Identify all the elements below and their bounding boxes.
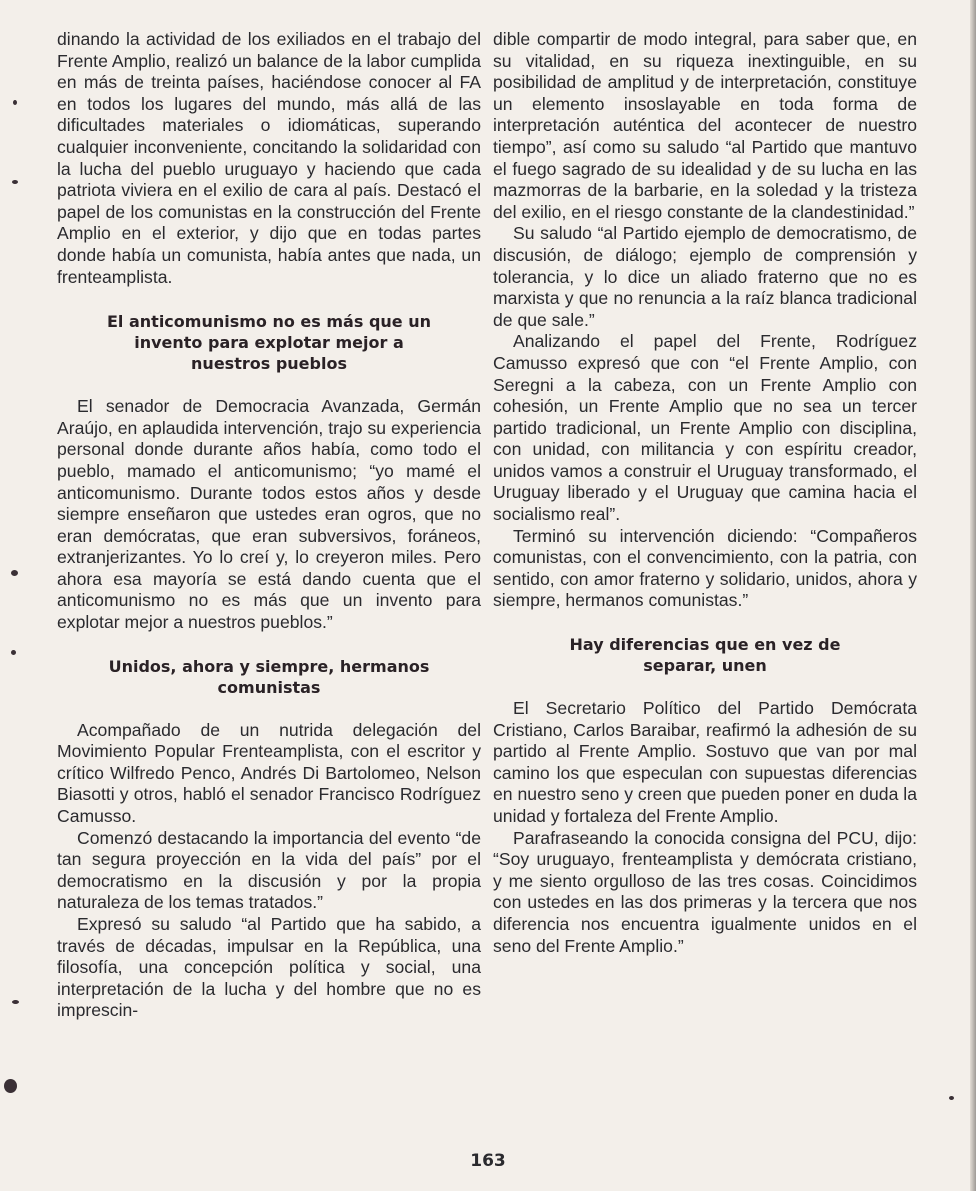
section-heading: Hay diferencias que en vez de separar, unen: [569, 635, 841, 676]
paragraph: dinando la actividad de los exiliados en el trabajo del Frente Amplio, realizó un balance de la labor cumplida en más de treinta países, haciéndose conocer al FA en todos los lugares del mundo, más allá de las dificultades materiales o idiomáticas, superando cualquier inconveniente, concitando la solidaridad con la lucha del pueblo uruguayo y haciendo que cada patriota viviera en el exilio de cara al país. Destacó el papel de los comunistas en la construcción del Frente Amplio en el exterior, y dijo que en todas partes donde había un comunista, había antes que nada, un frenteamplista.: [57, 29, 481, 287]
margin-mark: [949, 1096, 954, 1100]
paragraph: Expresó su saludo “al Partido que ha sabido, a través de décadas, impulsar en la República, una filosofía, una concepción política y social, una interpretación de la lucha y del hombre que no es imprescin-: [57, 914, 481, 1021]
paragraph: El Secretario Político del Partido Demócrata Cristiano, Carlos Baraibar, reafirmó la adhesión de su partido al Frente Amplio. Sostuvo que van por mal camino los que especulan con supuestas diferencias en nuestro seno y creen que pueden poner en duda la unidad y fortaleza del Frente Amplio.: [493, 698, 917, 826]
margin-mark: [11, 570, 18, 576]
margin-mark: [13, 100, 17, 105]
margin-mark: [4, 1079, 17, 1093]
paragraph: dible compartir de modo integral, para saber que, en su vitalidad, en su riqueza inextinguible, en su posibilidad de amplitud y de interpretación, constituye un elemento insoslayable en toda forma de interpretación auténtica del acontecer de nuestro tiempo”, así como su saludo “al Partido que mantuvo el fuego sagrado de su idealidad y de su lucha en las mazmorras de la barbarie, en la soledad y la tristeza del exilio, en el riesgo constante de la clandestinidad.”: [493, 29, 917, 222]
margin-mark: [11, 650, 16, 655]
paragraph: Terminó su intervención diciendo: “Compañeros comunistas, con el convencimiento, con la patria, con sentido, con amor fraterno y solidario, unidos, ahora y siempre, hermanos comunistas.”: [493, 525, 917, 611]
paragraph: Analizando el papel del Frente, Rodríguez Camusso expresó que con “el Frente Amplio, con Seregni a la cabeza, con un Frente Amplio con cohesión, un Frente Amplio que no sea un tercer partido tradicional, un Frente Amplio con disciplina, con unidad, con militancia y con espíritu creador, unidos vamos a construir el Uruguay transformado, el Uruguay liberado y el Uruguay que camina hacia el socialismo real”.: [493, 331, 917, 525]
paragraph: Acompañado de un nutrida delegación del Movimiento Popular Frenteamplista, con el escritor y crítico Wilfredo Penco, Andrés Di Bartolomeo, Nelson Biasotti y otros, habló el senador Francisco Rodríguez Camusso.: [57, 719, 481, 827]
margin-mark: [12, 180, 18, 184]
page-number: 163: [470, 1151, 506, 1171]
right-column: [493, 29, 917, 957]
paragraph: El senador de Democracia Avanzada, Germán Araújo, en aplaudida intervención, trajo su experiencia personal donde durante años había, como todo el pueblo, mamado el anticomunismo; “yo mamé el anticomunismo. Durante todos estos años y desde siempre enseñaron que ustedes eran ogros, que no eran demócratas, que eran subversivos, foráneos, extranjerizantes. Yo lo creí y, lo creyeron miles. Pero ahora esa mayoría se está dando cuenta que el anticomunismo no es más que un invento para explotar mejor a nuestros pueblos.”: [57, 396, 481, 633]
paragraph: Parafraseando la conocida consigna del PCU, dijo: “Soy uruguayo, frenteamplista y demócrata cristiano, y me siento orgulloso de las tres cosas. Coincidimos con ustedes en las dos primeras y la tercera que nos diferencia nos encuentra igualmente unidos en el seno del Frente Amplio.”: [493, 827, 917, 956]
section-heading: El anticomunismo no es más que un invento para explotar mejor a nuestros pueblos: [107, 312, 431, 374]
left-column: [57, 29, 481, 1022]
margin-mark: [12, 1000, 19, 1004]
section-heading: Unidos, ahora y siempre, hermanos comunistas: [108, 656, 430, 697]
paragraph: Comenzó destacando la importancia del evento “de tan segura proyección en la vida del país” por el democratismo en la discusión y por la propia naturaleza de los temas tratados.”: [57, 827, 481, 913]
paragraph: Su saludo “al Partido ejemplo de democratismo, de discusión, de diálogo; ejemplo de comprensión y tolerancia, y lo dice un aliado fraterno que no es marxista y que no renuncia a la raíz blanca tradicional de que sale.”: [493, 223, 917, 330]
